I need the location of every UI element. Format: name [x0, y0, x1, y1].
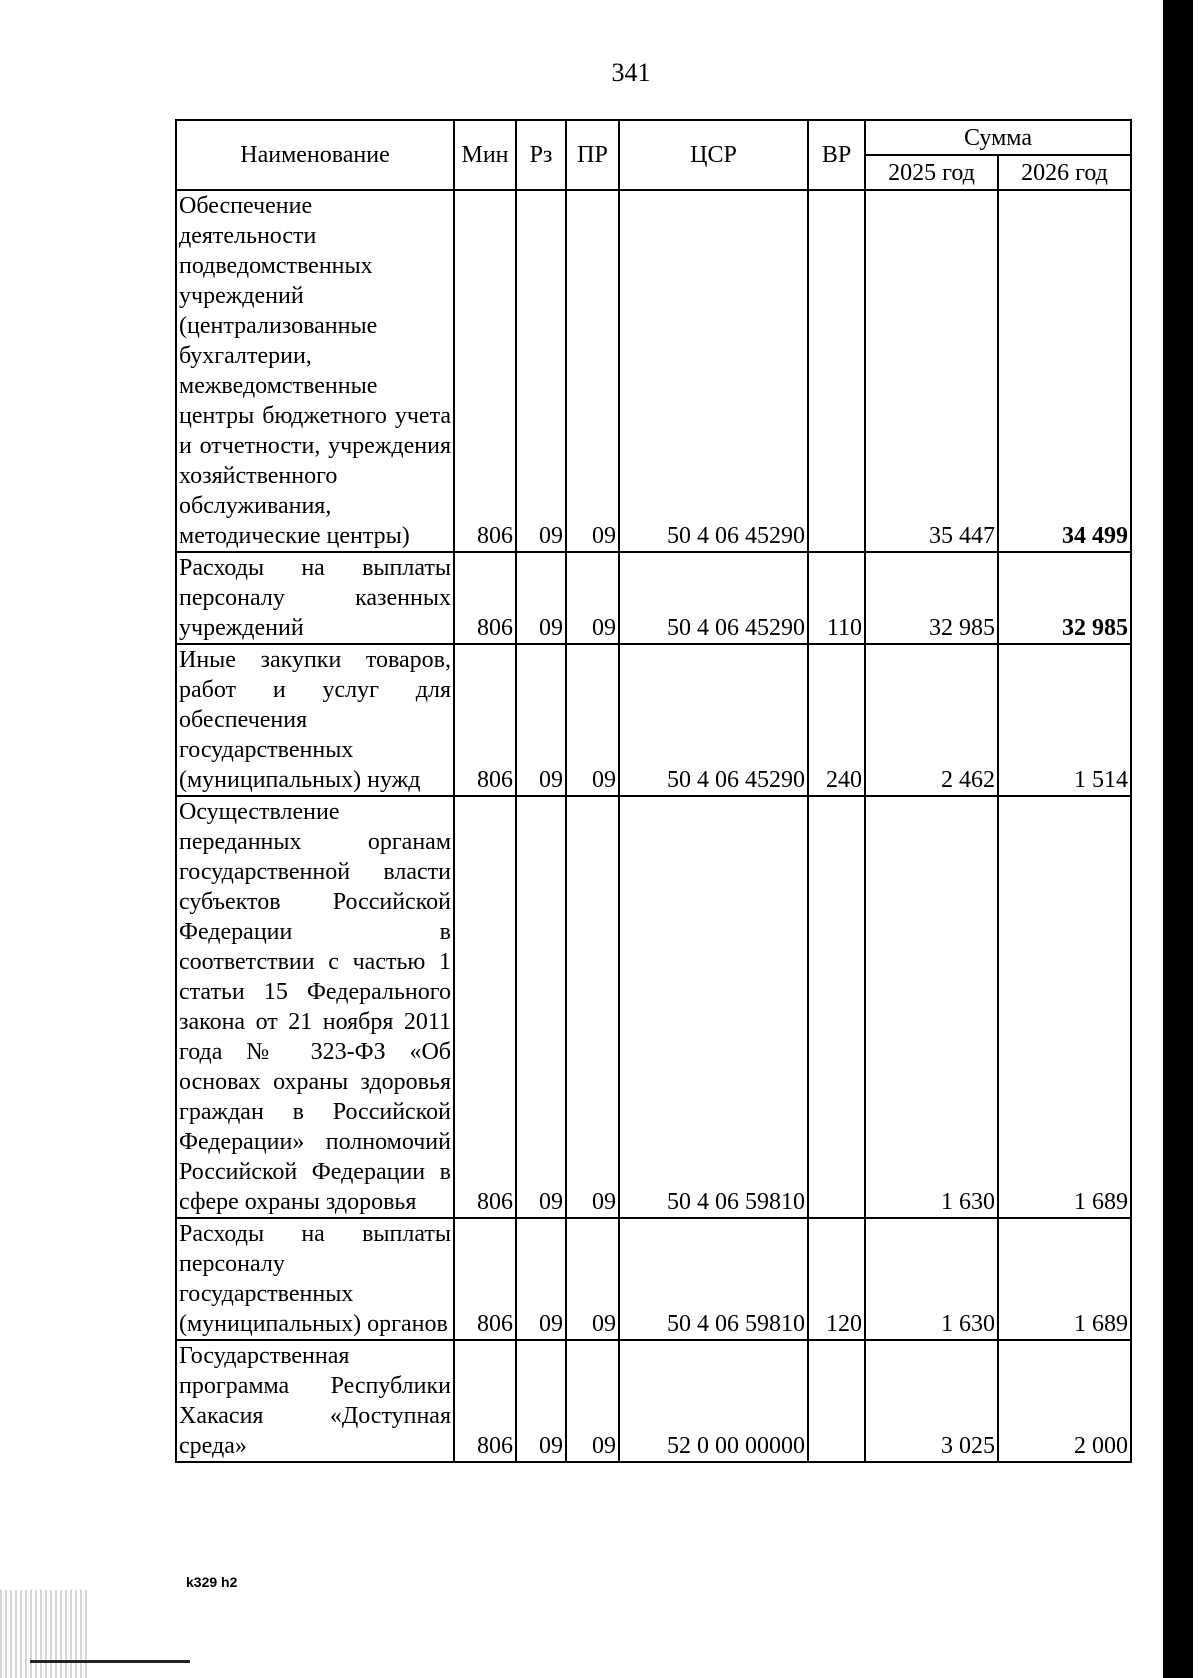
budget-table	[175, 119, 1132, 1463]
row-min: 806	[454, 552, 516, 644]
header-csr: ЦСР	[619, 120, 808, 190]
row-vr: 120	[808, 1218, 865, 1340]
row-csr: 50 4 06 59810	[619, 796, 808, 1218]
row-rz: 09	[516, 552, 566, 644]
row-pr: 09	[566, 190, 619, 552]
header-vr: ВР	[808, 120, 865, 190]
row-2026: 2 000	[998, 1340, 1131, 1462]
row-csr: 50 4 06 45290	[619, 190, 808, 552]
row-min: 806	[454, 796, 516, 1218]
row-name: Расходы на выплаты персоналу казенных учреждений	[176, 552, 454, 644]
row-min: 806	[454, 190, 516, 552]
table-row	[176, 1218, 1131, 1340]
row-csr: 50 4 06 45290	[619, 644, 808, 796]
row-2025: 1 630	[865, 1218, 998, 1340]
row-2026: 32 985	[998, 552, 1131, 644]
row-csr: 50 4 06 45290	[619, 552, 808, 644]
table-header	[176, 120, 1131, 190]
row-pr: 09	[566, 552, 619, 644]
row-2025: 35 447	[865, 190, 998, 552]
row-name: Иные закупки товаров, работ и услуг для обеспечения государственных (муниципальных) нужд	[176, 644, 454, 796]
header-rz: Рз	[516, 120, 566, 190]
row-name: Осуществление переданных органам государственной власти субъектов Российской Федерации в соответствии с частью 1 статьи 15 Федерального закона от 21 ноября 2011 года № 323-ФЗ «Об основах охраны здоровья граждан в Российской Федерации» полномочий Российской Федерации в сфере охраны здоровья	[176, 796, 454, 1218]
row-min: 806	[454, 1218, 516, 1340]
row-2025: 1 630	[865, 796, 998, 1218]
row-2026: 1 689	[998, 796, 1131, 1218]
row-rz: 09	[516, 1218, 566, 1340]
page-number: 341	[611, 58, 651, 87]
row-pr: 09	[566, 1340, 619, 1462]
row-vr: 240	[808, 644, 865, 796]
row-csr: 50 4 06 59810	[619, 1218, 808, 1340]
row-pr: 09	[566, 1218, 619, 1340]
row-vr	[808, 796, 865, 1218]
row-2025: 32 985	[865, 552, 998, 644]
row-2026: 1 514	[998, 644, 1131, 796]
row-min: 806	[454, 644, 516, 796]
row-rz: 09	[516, 644, 566, 796]
header-sum: Сумма	[865, 120, 1131, 155]
row-vr: 110	[808, 552, 865, 644]
row-name: Государственная программа Республики Хакасия «Доступная среда»	[176, 1340, 454, 1462]
header-pr: ПР	[566, 120, 619, 190]
scan-edge-line	[1176, 1210, 1180, 1660]
row-min: 806	[454, 1340, 516, 1462]
row-pr: 09	[566, 796, 619, 1218]
row-name: Расходы на выплаты персоналу государственных (муниципальных) органов	[176, 1218, 454, 1340]
table-row	[176, 190, 1131, 552]
table-row	[176, 644, 1131, 796]
header-2025: 2025 год	[865, 155, 998, 190]
footer-code: k329 h2	[186, 1574, 238, 1590]
row-vr	[808, 1340, 865, 1462]
header-2026: 2026 год	[998, 155, 1131, 190]
row-csr: 52 0 00 00000	[619, 1340, 808, 1462]
row-vr	[808, 190, 865, 552]
row-rz: 09	[516, 190, 566, 552]
header-min: Мин	[454, 120, 516, 190]
row-name: Обеспечение деятельности подведомственных учреждений (централизованные бухгалтерии, межведомственные центры бюджетного учета и отчетности, учреждения хозяйственного обслуживания, методические центры)	[176, 190, 454, 552]
row-2025: 2 462	[865, 644, 998, 796]
header-name: Наименование	[176, 120, 454, 190]
row-rz: 09	[516, 1340, 566, 1462]
scan-bottom-line	[30, 1660, 190, 1663]
row-2026: 1 689	[998, 1218, 1131, 1340]
table-row	[176, 1340, 1131, 1462]
row-rz: 09	[516, 796, 566, 1218]
table-row	[176, 796, 1131, 1218]
row-2026: 34 499	[998, 190, 1131, 552]
table-row	[176, 552, 1131, 644]
scan-noise	[0, 1590, 90, 1678]
row-2025: 3 025	[865, 1340, 998, 1462]
row-pr: 09	[566, 644, 619, 796]
table-body	[176, 190, 1131, 1462]
